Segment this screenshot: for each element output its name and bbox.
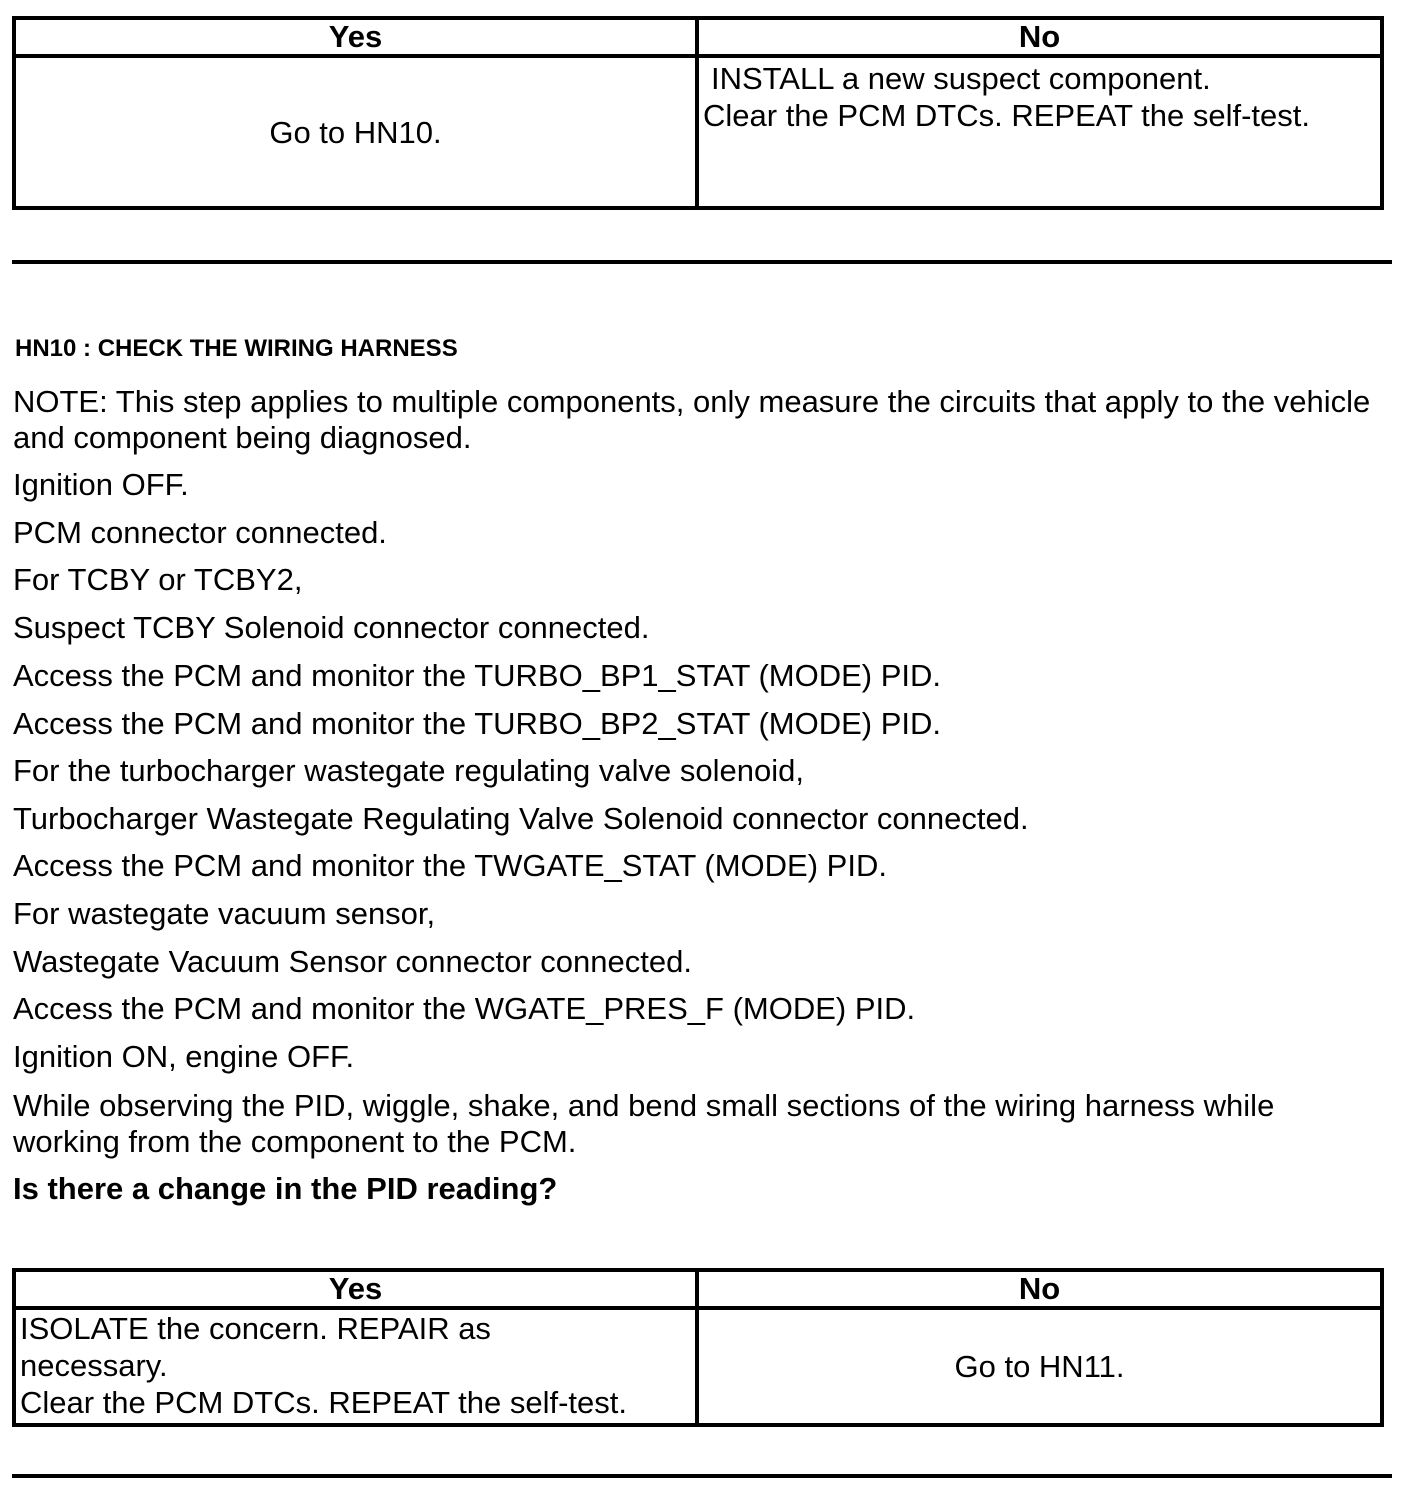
instruction-line: Ignition ON, engine OFF. [13, 1039, 355, 1074]
yes-cell [14, 1308, 697, 1425]
no-header: No [697, 1270, 1382, 1308]
result-table-top [12, 16, 1384, 210]
no-header: No [697, 18, 1382, 56]
instruction-line: For TCBY or TCBY2, [13, 562, 303, 597]
instruction-line: Access the PCM and monitor the TURBO_BP2_STAT (MODE) PID. [13, 706, 942, 741]
note-paragraph: NOTE: This step applies to multiple components, only measure the circuits that apply to the vehicle and component being diagnosed. [13, 384, 1371, 455]
yes-cell-text: Go to HN10. [269, 114, 442, 150]
instruction-line: Ignition OFF. [13, 467, 189, 502]
instruction-line: Access the PCM and monitor the TURBO_BP1_STAT (MODE) PID. [13, 658, 942, 693]
instruction-line: Access the PCM and monitor the WGATE_PRES_F (MODE) PID. [13, 991, 916, 1026]
no-cell-line-2: Clear the PCM DTCs. REPEAT the self-test. [703, 98, 1310, 133]
yes-cell-line-2: necessary. [20, 1348, 168, 1383]
no-cell-text: Go to HN11. [954, 1349, 1125, 1384]
instruction-line: Wastegate Vacuum Sensor connector connected. [13, 944, 692, 979]
yes-cell [14, 56, 697, 208]
no-cell [697, 1308, 1382, 1425]
instruction-line: PCM connector connected. [13, 515, 387, 550]
step-question: Is there a change in the PID reading? [13, 1171, 558, 1206]
section-divider [12, 1474, 1392, 1478]
yes-header: Yes [14, 18, 697, 56]
instruction-line: For wastegate vacuum sensor, [13, 896, 436, 931]
instruction-line: For the turbocharger wastegate regulating valve solenoid, [13, 753, 804, 788]
instruction-line: Turbocharger Wastegate Regulating Valve Solenoid connector connected. [13, 801, 1029, 836]
yes-cell-line-3: Clear the PCM DTCs. REPEAT the self-test. [20, 1385, 627, 1420]
yes-header: Yes [14, 1270, 697, 1308]
section-divider [12, 260, 1392, 264]
no-cell [697, 56, 1382, 208]
no-cell-line-1: INSTALL a new suspect component. [711, 61, 1211, 96]
instruction-line: Suspect TCBY Solenoid connector connected. [13, 610, 650, 645]
yes-cell-line-1: ISOLATE the concern. REPAIR as [20, 1311, 491, 1346]
instruction-line: Access the PCM and monitor the TWGATE_STAT (MODE) PID. [13, 848, 887, 883]
result-table-bottom [12, 1268, 1384, 1427]
step-title: HN10 : CHECK THE WIRING HARNESS [15, 335, 458, 362]
wiggle-paragraph: While observing the PID, wiggle, shake, and bend small sections of the wiring harness while working from the component to the PCM. [13, 1088, 1275, 1159]
